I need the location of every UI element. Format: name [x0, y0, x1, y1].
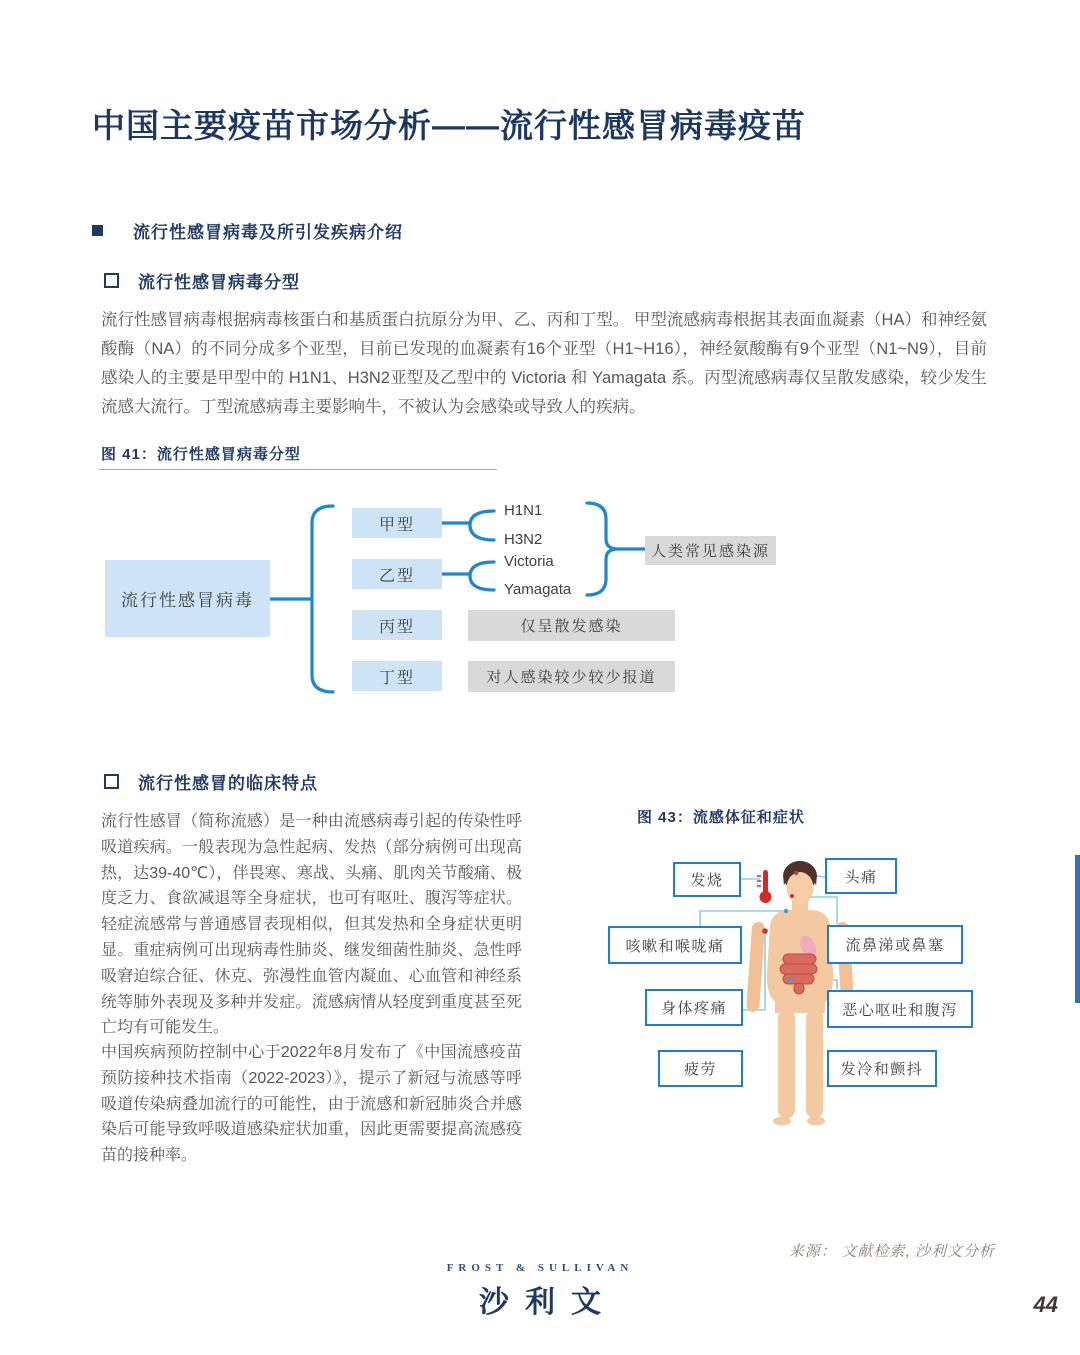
type-d-box: 丁型: [352, 661, 442, 691]
figure41-caption: 图 41：流行性感冒病毒分型: [101, 446, 301, 463]
figure41-caption-rule: [99, 469, 497, 470]
logo-english-text: FROST & SULLIVAN: [446, 1262, 634, 1274]
subsection-typing-label: 流行性感冒病毒分型: [138, 273, 300, 292]
strain-yamagata-label: Yamagata: [504, 581, 572, 598]
page-number: 44: [1033, 1292, 1058, 1317]
strain-h1n1-label: H1N1: [504, 502, 543, 519]
subsection-clinical-label: 流行性感冒的临床特点: [138, 774, 318, 793]
type-b-box: 乙型: [352, 559, 442, 589]
type-c-note-box: 仅呈散发感染: [468, 610, 675, 641]
type-d-note-box: 对人感染较少较少报道: [468, 661, 675, 692]
human-common-source-box: 人类常见感染源: [645, 536, 776, 565]
strain-h3n2-label: H3N2: [504, 531, 543, 548]
strain-victoria-label: Victoria: [504, 553, 554, 570]
subsection-typing-header: [104, 268, 300, 293]
page-edge-accent-bar: [1075, 855, 1080, 1003]
symptom-nausea-vomit-diarrhea-box: 恶心呕吐和腹泻: [827, 990, 973, 1028]
filled-square-bullet-icon: [92, 225, 103, 236]
open-square-bullet-icon: [104, 273, 119, 288]
symptom-fatigue-box: 疲劳: [658, 1050, 743, 1087]
clinical-paragraph-1: 流行性感冒（简称流感）是一种由流感病毒引起的传染性呼吸道疾病。一般表现为急性起病、发热（部分病例可出现高热，达39-40℃），伴畏寒、寒战、头痛、肌肉关节酸痛、极度乏力、食欲减退等全身症状，也可有呕吐、腹泻等症状。轻症流感常与普通感冒表现相似，但其发热和全身症状更明显。重症病例可出现病毒性肺炎、继发细菌性肺炎、急性呼吸窘迫综合征、休克、弥漫性血管内凝血、心血管和神经系统等肺外表现及多种并发症。流感病情从轻度到重度甚至死亡均有可能发生。: [101, 813, 522, 1037]
symptom-runny-stuffy-nose-box: 流鼻涕或鼻塞: [827, 925, 963, 964]
section-intro-label: 流行性感冒病毒及所引发疾病介绍: [133, 223, 403, 242]
page-title: 中国主要疫苗市场分析——流行性感冒病毒疫苗: [92, 107, 806, 144]
frost-sullivan-logo: [0, 1262, 1080, 1321]
typing-paragraph: 流行性感冒病毒根据病毒核蛋白和基质蛋白抗原分为甲、乙、丙和丁型。 甲型流感病毒根据其表面血凝素（HA）和神经氨酸酶（NA）的不同分成多个亚型，目前已发现的血凝素有16个亚型（H1~H16），神经氨酸酶有9个亚型（N1~N9），目前感染人的主要是甲型中的 H1N1、H3N2亚型及乙型中的 Victoria 和 Yamagata 系。丙型流感病毒仅呈散发感染，较少发生流感大流行。丁型流感病毒主要影响牛，不被认为会感染或导致人的疾病。: [101, 311, 987, 416]
symptom-chills-shivering-box: 发冷和颤抖: [827, 1050, 937, 1087]
figure41-diagram: [90, 495, 790, 705]
virus-root-box: 流行性感冒病毒: [105, 560, 270, 637]
symptom-cough-sore-throat-box: 咳嗽和喉咙痛: [608, 926, 742, 964]
open-square-bullet-icon: [104, 774, 119, 789]
logo-chinese-text: 沙利文: [479, 1286, 617, 1319]
symptom-body-ache-box: 身体疼痛: [645, 989, 743, 1026]
figure43-caption: 图 43：流感体征和症状: [637, 809, 805, 826]
type-a-box: 甲型: [352, 508, 442, 538]
thermometer-icon: [757, 870, 772, 903]
subsection-clinical-header: [104, 769, 318, 794]
type-c-box: 丙型: [352, 610, 442, 640]
source-note: 来源： 文献检索, 沙利文分析: [788, 1244, 995, 1260]
clinical-paragraph-2: 中国疾病预防控制中心于2022年8月发布了《中国流感疫苗预防接种技术指南（2022-2023）》，提示了新冠与流感等呼吸道传染病叠加流行的可能性，由于流感和新冠肺炎合并感染后可能导致呼吸道感染症状加重，因此更需要提高流感疫苗的接种率。: [101, 1044, 522, 1165]
symptom-headache-box: 头痛: [825, 858, 897, 894]
symptom-fever-box: 发烧: [673, 862, 741, 897]
section-intro-header: [92, 218, 403, 243]
